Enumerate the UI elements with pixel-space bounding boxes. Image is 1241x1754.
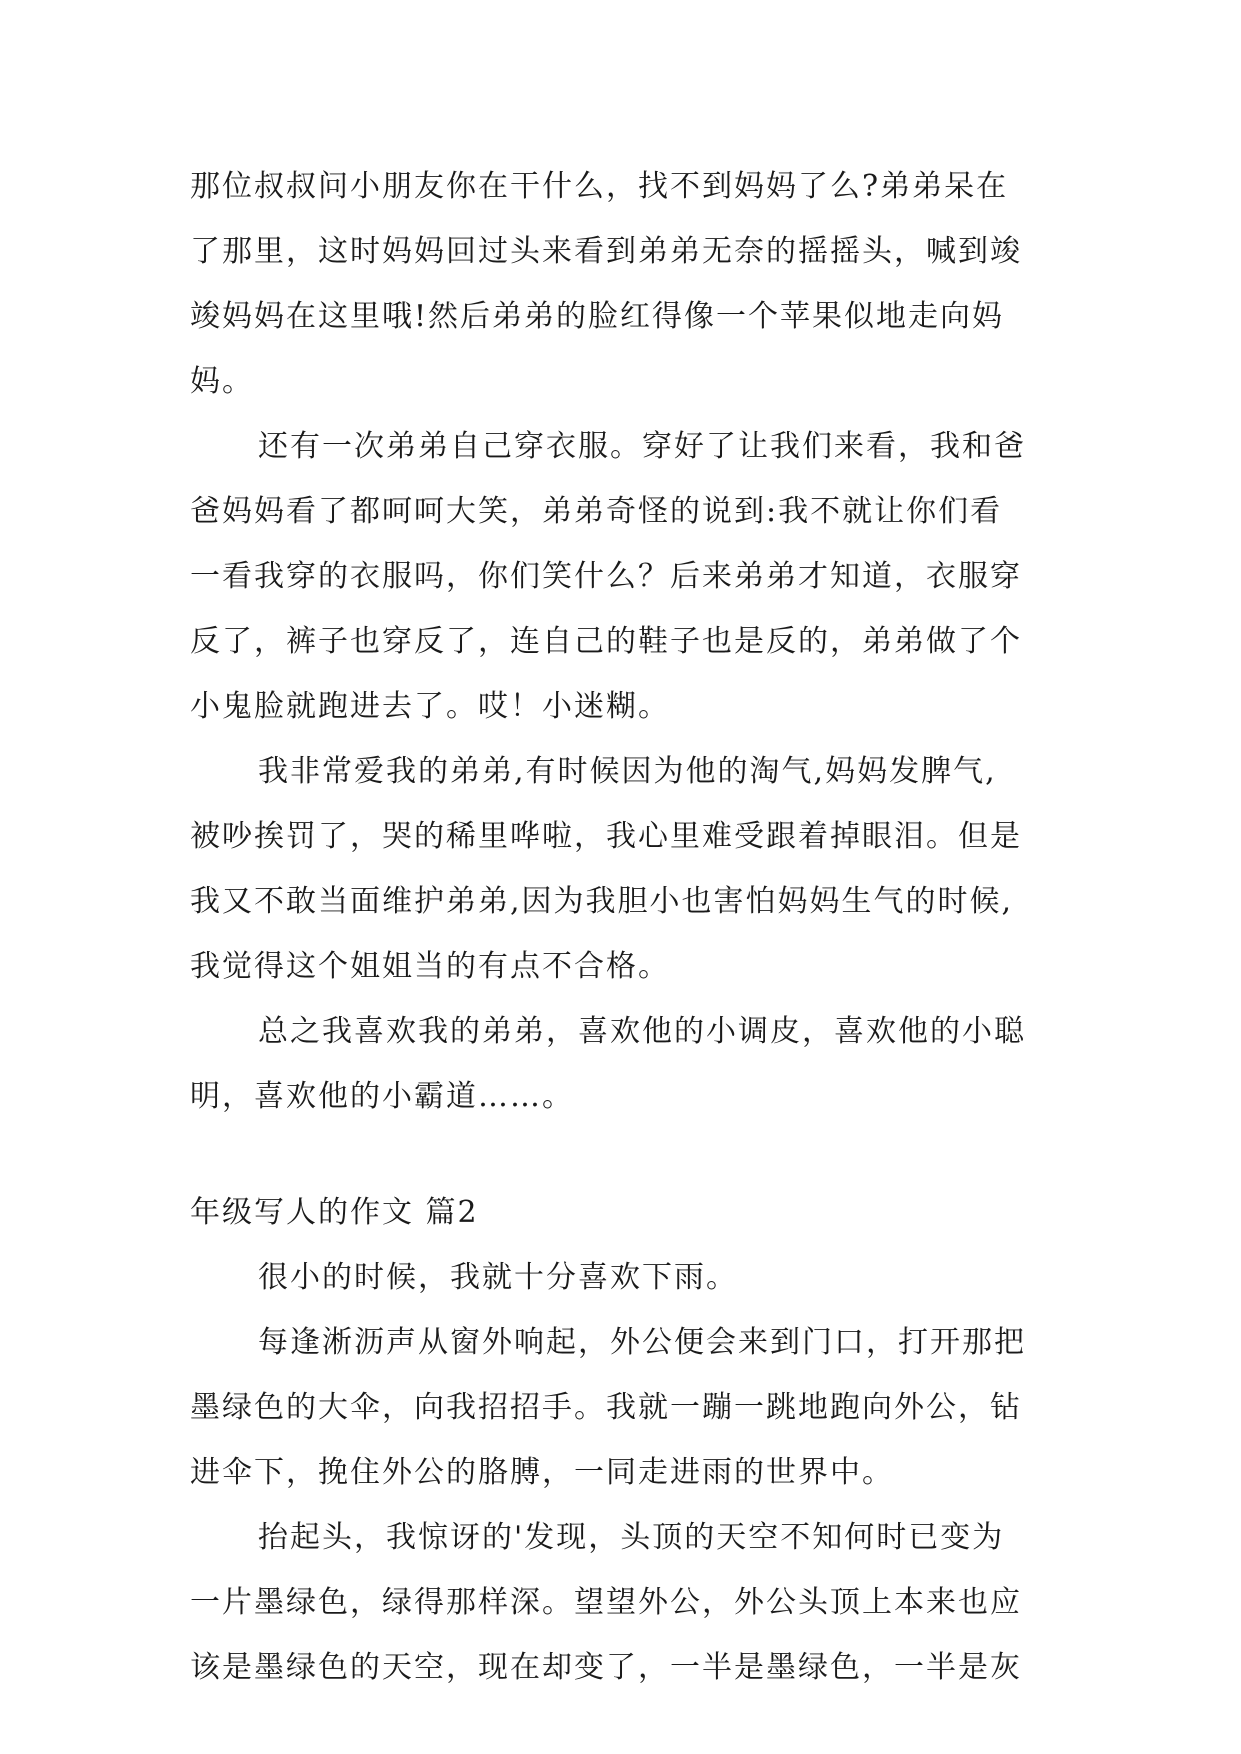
paragraph-line: 我又不敢当面维护弟弟,因为我胆小也害怕妈妈生气的时候, bbox=[190, 884, 1014, 919]
paragraph-line: 每逢淅沥声从窗外响起，外公便会来到门口，打开那把 bbox=[258, 1325, 1026, 1360]
paragraph-line: 小鬼脸就跑进去了。哎！小迷糊。 bbox=[190, 689, 670, 724]
paragraph-line: 一片墨绿色，绿得那样深。望望外公，外公头顶上本来也应 bbox=[190, 1585, 1022, 1620]
paragraph-line: 墨绿色的大伞，向我招招手。我就一蹦一跳地跑向外公，钻 bbox=[190, 1390, 1022, 1425]
paragraph-line: 反了，裤子也穿反了，连自己的鞋子也是反的，弟弟做了个 bbox=[190, 624, 1022, 659]
paragraph-line: 总之我喜欢我的弟弟，喜欢他的小调皮，喜欢他的小聪 bbox=[258, 1014, 1026, 1049]
paragraph-line: 一看我穿的衣服吗，你们笑什么？后来弟弟才知道，衣服穿 bbox=[190, 559, 1022, 594]
paragraph-line: 进伞下，挽住外公的胳膊，一同走进雨的世界中。 bbox=[190, 1455, 894, 1490]
paragraph-line: 还有一次弟弟自己穿衣服。穿好了让我们来看，我和爸 bbox=[258, 429, 1026, 464]
paragraph-line: 明，喜欢他的小霸道……。 bbox=[190, 1079, 574, 1114]
paragraph-line: 爸妈妈看了都呵呵大笑，弟弟奇怪的说到:我不就让你们看 bbox=[190, 494, 1003, 529]
paragraph-line: 该是墨绿色的天空，现在却变了，一半是墨绿色，一半是灰 bbox=[190, 1650, 1022, 1685]
paragraph-line: 抬起头，我惊讶的'发现，头顶的天空不知何时已变为 bbox=[258, 1520, 1005, 1555]
paragraph-line: 竣妈妈在这里哦!然后弟弟的脸红得像一个苹果似地走向妈 bbox=[190, 299, 1005, 334]
paragraph-line: 很小的时候，我就十分喜欢下雨。 bbox=[258, 1260, 738, 1295]
paragraph-line: 我觉得这个姐姐当的有点不合格。 bbox=[190, 949, 670, 984]
paragraph-line: 了那里，这时妈妈回过头来看到弟弟无奈的摇摇头，喊到竣 bbox=[190, 234, 1022, 269]
section-heading: 年级写人的作文 篇2 bbox=[190, 1195, 479, 1230]
paragraph-line: 妈。 bbox=[190, 364, 254, 399]
paragraph-line: 我非常爱我的弟弟,有时候因为他的淘气,妈妈发脾气, bbox=[258, 754, 997, 789]
paragraph-line: 那位叔叔问小朋友你在干什么，找不到妈妈了么?弟弟呆在 bbox=[190, 169, 1009, 204]
paragraph-line: 被吵挨罚了，哭的稀里哗啦，我心里难受跟着掉眼泪。但是 bbox=[190, 819, 1022, 854]
